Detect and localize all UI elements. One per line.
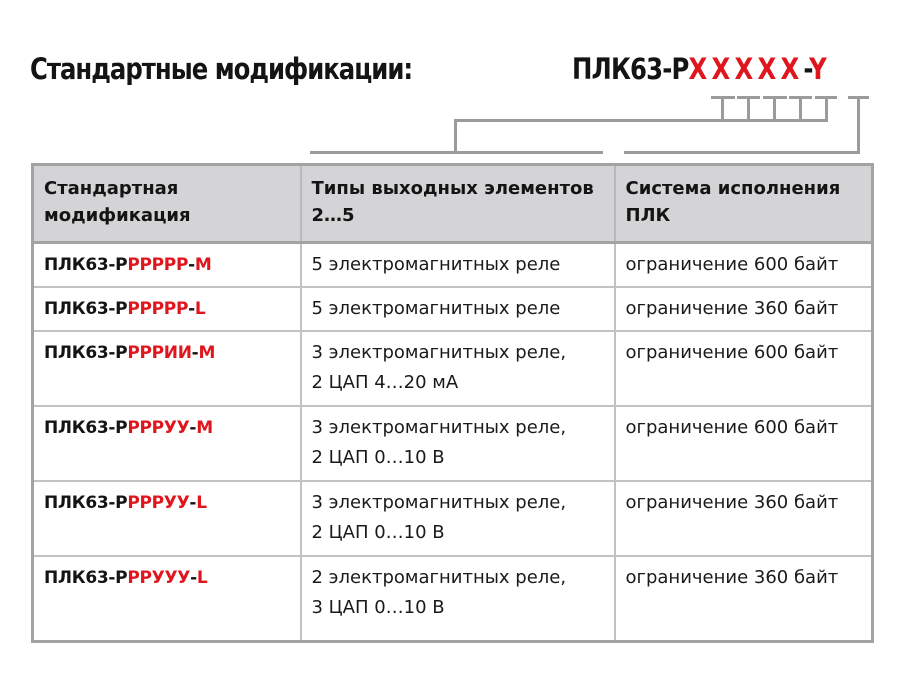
outputs-connector-horizontal — [454, 119, 828, 122]
system-connector-vertical — [857, 96, 860, 154]
model-code-system-position: Y — [809, 52, 826, 86]
model-code-prefix: ПЛК63-Р — [572, 52, 689, 86]
modification-code: ПЛК63-РРРРРР-L — [33, 287, 301, 331]
output-types: 3 электромагнитных реле, 2 ЦАП 0…10 В — [301, 406, 615, 481]
table-row — [33, 243, 873, 288]
model-code-diagram — [572, 52, 826, 86]
table-row — [33, 406, 873, 481]
header-modification: Стандартная модификация — [33, 165, 301, 243]
system-type: ограничение 360 байт — [615, 556, 873, 642]
table-row — [33, 287, 873, 331]
modification-code: ПЛК63-РРРРРР-М — [33, 243, 301, 288]
header-output-types: Типы выходных элементов 2…5 — [301, 165, 615, 243]
outputs-column-line — [310, 151, 603, 154]
modifications-table — [31, 163, 874, 643]
output-types: 5 электромагнитных реле — [301, 243, 615, 288]
table-row — [33, 331, 873, 406]
modification-code: ПЛК63-РРРРИИ-М — [33, 331, 301, 406]
table-header-row — [33, 165, 873, 243]
modification-code: ПЛК63-РРРУУУ-L — [33, 556, 301, 642]
system-type: ограничение 360 байт — [615, 287, 873, 331]
modification-code: ПЛК63-РРРРУУ-М — [33, 406, 301, 481]
system-type: ограничение 600 байт — [615, 406, 873, 481]
system-column-line — [624, 151, 860, 154]
system-type: ограничение 600 байт — [615, 243, 873, 288]
outputs-connector-vertical — [454, 119, 457, 154]
model-code-separator: - — [803, 52, 810, 86]
system-type: ограничение 600 байт — [615, 331, 873, 406]
output-types: 3 электромагнитных реле, 2 ЦАП 4…20 мА — [301, 331, 615, 406]
page-title: Стандартные модификации: — [30, 52, 413, 86]
modification-code: ПЛК63-РРРРУУ-L — [33, 481, 301, 556]
table-row — [33, 556, 873, 642]
header-system: Система исполнения ПЛК — [615, 165, 873, 243]
output-types: 2 электромагнитных реле, 3 ЦАП 0…10 В — [301, 556, 615, 642]
output-types: 5 электромагнитных реле — [301, 287, 615, 331]
table-row — [33, 481, 873, 556]
output-types: 3 электромагнитных реле, 2 ЦАП 0…10 В — [301, 481, 615, 556]
model-code-output-positions: XXXXX — [688, 52, 804, 86]
system-type: ограничение 360 байт — [615, 481, 873, 556]
